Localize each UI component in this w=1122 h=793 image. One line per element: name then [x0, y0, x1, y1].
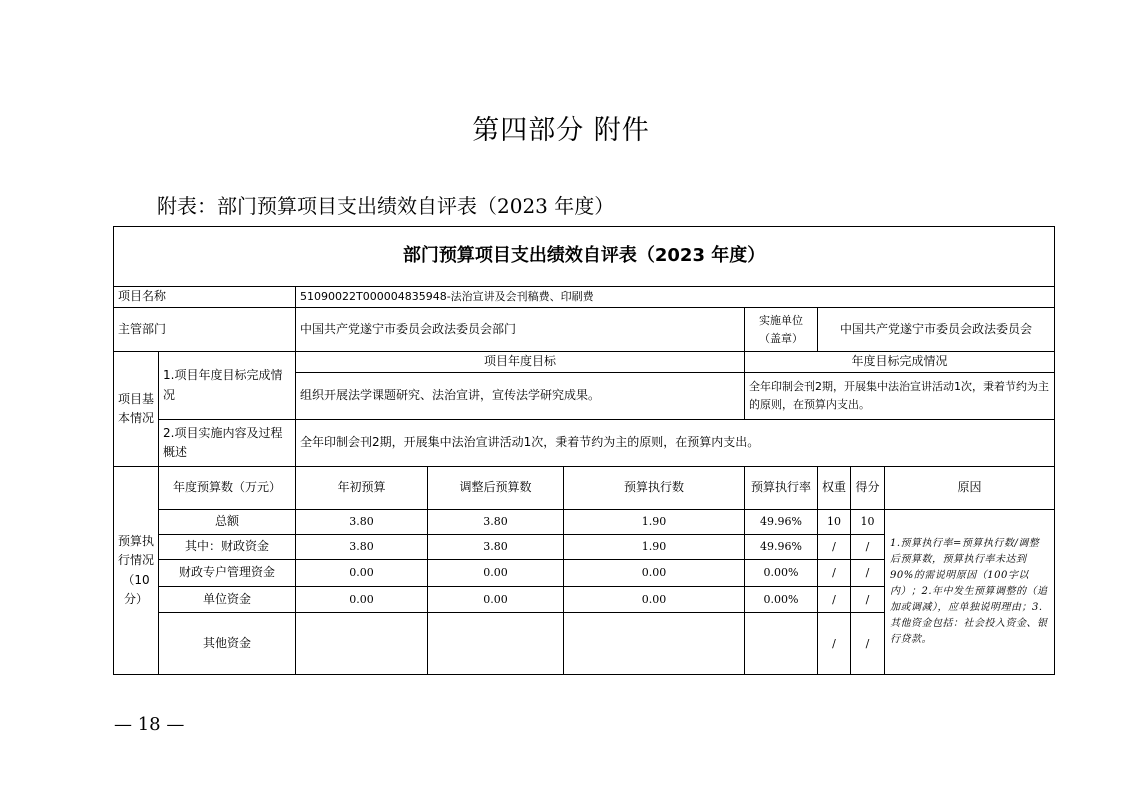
project-name-value: 51090022T000004835948-法治宣讲及会刊稿费、印刷费 — [296, 287, 1055, 308]
weight-header: 权重 — [818, 467, 851, 510]
adjusted-value: 0.00 — [428, 560, 564, 587]
weight-value: 10 — [818, 510, 851, 535]
basic-info-label: 项目基本情况 — [114, 352, 159, 467]
rate-value: 0.00% — [745, 587, 818, 613]
executed-value: 0.00 — [564, 560, 745, 587]
adjusted-value: 3.80 — [428, 510, 564, 535]
rate-value: 0.00% — [745, 560, 818, 587]
score-header: 得分 — [851, 467, 885, 510]
adjusted-value — [428, 613, 564, 675]
page-title: 第四部分 附件 — [472, 115, 650, 146]
executed-value — [564, 613, 745, 675]
initial-value — [296, 613, 428, 675]
attachment-title: 附表：部门预算项目支出绩效自评表（2023 年度） — [157, 194, 615, 218]
row-label: 单位资金 — [159, 587, 296, 613]
adjusted-value: 3.80 — [428, 535, 564, 560]
completion-header: 年度目标完成情况 — [745, 352, 1055, 373]
annual-budget-header: 年度预算数（万元） — [159, 467, 296, 510]
score-value: / — [851, 613, 885, 675]
row-label: 其中：财政资金 — [159, 535, 296, 560]
weight-value: / — [818, 613, 851, 675]
row-label: 其他资金 — [159, 613, 296, 675]
completion-text: 全年印制会刊2期，开展集中法治宣讲活动1次，秉着节约为主的原则，在预算内支出。 — [745, 373, 1055, 420]
table-title: 部门预算项目支出绩效自评表（2023 年度） — [114, 227, 1055, 287]
dept-value: 中国共产党遂宁市委员会政法委员会部门 — [296, 308, 745, 352]
row-label: 总额 — [159, 510, 296, 535]
rate-value — [745, 613, 818, 675]
adjusted-value: 0.00 — [428, 587, 564, 613]
initial-value: 0.00 — [296, 560, 428, 587]
content-label: 2.项目实施内容及过程概述 — [159, 420, 296, 467]
content-text: 全年印制会刊2期，开展集中法治宣讲活动1次，秉着节约为主的原则，在预算内支出。 — [296, 420, 1055, 467]
goal-text: 组织开展法学课题研究、法治宣讲，宣传法学研究成果。 — [296, 373, 745, 420]
score-value: / — [851, 587, 885, 613]
self-evaluation-table — [113, 226, 1055, 675]
initial-value: 0.00 — [296, 587, 428, 613]
reason-text: 1.预算执行率=预算执行数/调整后预算数，预算执行率未达到90%的需说明原因（100字以内）；2.年中发生预算调整的（追加或调减），应单独说明理由；3.其他资金包括：社会投入资金、银行贷款。 — [885, 510, 1055, 675]
project-name-label: 项目名称 — [114, 287, 296, 308]
budget-section-label: 预算执行情况（10分） — [114, 467, 159, 675]
initial-value: 3.80 — [296, 510, 428, 535]
executed-budget-header: 预算执行数 — [564, 467, 745, 510]
weight-value: / — [818, 535, 851, 560]
rate-value: 49.96% — [745, 535, 818, 560]
weight-value: / — [818, 560, 851, 587]
reason-header: 原因 — [885, 467, 1055, 510]
initial-budget-header: 年初预算 — [296, 467, 428, 510]
rate-value: 49.96% — [745, 510, 818, 535]
impl-unit-value: 中国共产党遂宁市委员会政法委员会 — [818, 308, 1055, 352]
dept-label: 主管部门 — [114, 308, 296, 352]
score-value: / — [851, 560, 885, 587]
execution-rate-header: 预算执行率 — [745, 467, 818, 510]
table-row — [114, 510, 1055, 535]
weight-value: / — [818, 587, 851, 613]
executed-value: 1.90 — [564, 535, 745, 560]
initial-value: 3.80 — [296, 535, 428, 560]
goal-section-label: 1.项目年度目标完成情况 — [159, 352, 296, 420]
impl-unit-label: 实施单位（盖章） — [745, 308, 818, 352]
score-value: / — [851, 535, 885, 560]
row-label: 财政专户管理资金 — [159, 560, 296, 587]
score-value: 10 — [851, 510, 885, 535]
adjusted-budget-header: 调整后预算数 — [428, 467, 564, 510]
executed-value: 0.00 — [564, 587, 745, 613]
goal-header: 项目年度目标 — [296, 352, 745, 373]
executed-value: 1.90 — [564, 510, 745, 535]
page-number: — 18 — — [114, 714, 185, 735]
